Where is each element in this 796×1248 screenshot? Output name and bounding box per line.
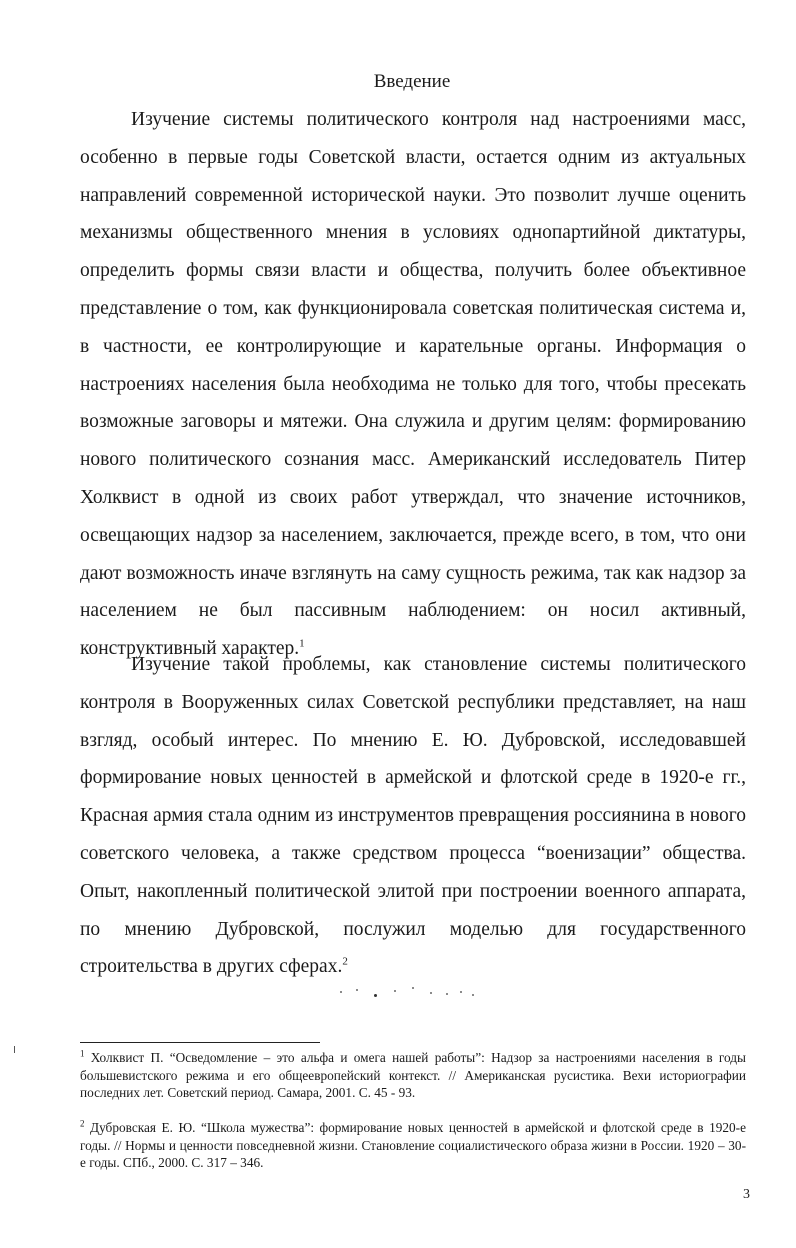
footnote-1 (80, 1049, 746, 1102)
paragraph-text: Изучение системы политического контроля над настроениями масс, особенно в первые годы Советской власти, остается одним из актуальных направлений современной исторической науки. Это позволит лучше оценить механизмы общественного мнения в условиях однопартийной диктатуры, определить формы связи власти и общества, получить более объективное представление о том, как функционировала советская политическая система и, в частности, ее контролирующие и карательные органы. Информация о настроениях населения была необходима не только для того, чтобы пресекать возможные заговоры и мятежи. Она служила и другим целям: формированию нового политического сознания масс. Американский исследователь Питер Холквист в одной из своих работ утверждал, что значение источников, освещающих надзор за населением, заключается, прежде всего, в том, что они дают возможность иначе взглянуть на саму сущность режима, так как надзор за населением не был пассивным наблюдением: он носил активный, конструктивный характер. (80, 109, 746, 660)
body-paragraph-1 (80, 101, 746, 668)
footnote-2 (80, 1119, 746, 1172)
scan-dot (394, 990, 396, 992)
footnote-reference-1[interactable]: 1 (299, 637, 305, 650)
footnote-mark: 2 (80, 1118, 85, 1129)
scan-noise-dots (334, 983, 484, 997)
scan-dot (446, 993, 448, 995)
footnote-text: Дубровская Е. Ю. “Школа мужества”: формирование новых ценностей в армейской и флотской среде в 1920-е годы. // Нормы и ценности повседневной жизни. Становление социалистического образа жизни в России. 1920 – 30-е годы. СПб., 2000. С. 317 – 346. (80, 1120, 746, 1170)
footnote-separator (80, 1042, 320, 1043)
scan-dot (430, 992, 432, 994)
scan-dot (356, 989, 358, 991)
body-paragraph-2 (80, 646, 746, 986)
paragraph-text: Изучение такой проблемы, как становление системы политического контроля в Вооруженных силах Советской республики представляет, на наш взгляд, особый интерес. По мнению Е. Ю. Дубровской, исследовавшей формирование новых ценностей в армейской и флотской среде в 1920-е гг., Красная армия стала одним из инструментов превращения россиянина в нового советского человека, а также средством процесса “военизации” общества. Опыт, накопленный политической элитой при построении военного аппарата, по мнению Дубровской, послужил моделью для государственного строительства в других сферах. (80, 654, 746, 978)
scan-dot (460, 991, 462, 993)
footnote-text: Холквист П. “Осведомление – это альфа и омега нашей работы”: Надзор за настроениями населения в годы большевистского режима и его общеевропейский контекст. // Американская русистика. Вехи историографии последних лет. Советский период. Самара, 2001. С. 45 - 93. (80, 1050, 746, 1100)
scan-edge-mark (14, 1046, 15, 1053)
section-title: Введение (373, 71, 451, 92)
scan-dot (340, 991, 342, 993)
scan-dot (412, 987, 414, 989)
footnote-mark: 1 (80, 1048, 85, 1059)
footnote-reference-2[interactable]: 2 (342, 955, 348, 968)
scan-dot (472, 994, 474, 996)
scan-dot (374, 994, 377, 997)
page-number: 3 (743, 1187, 750, 1202)
